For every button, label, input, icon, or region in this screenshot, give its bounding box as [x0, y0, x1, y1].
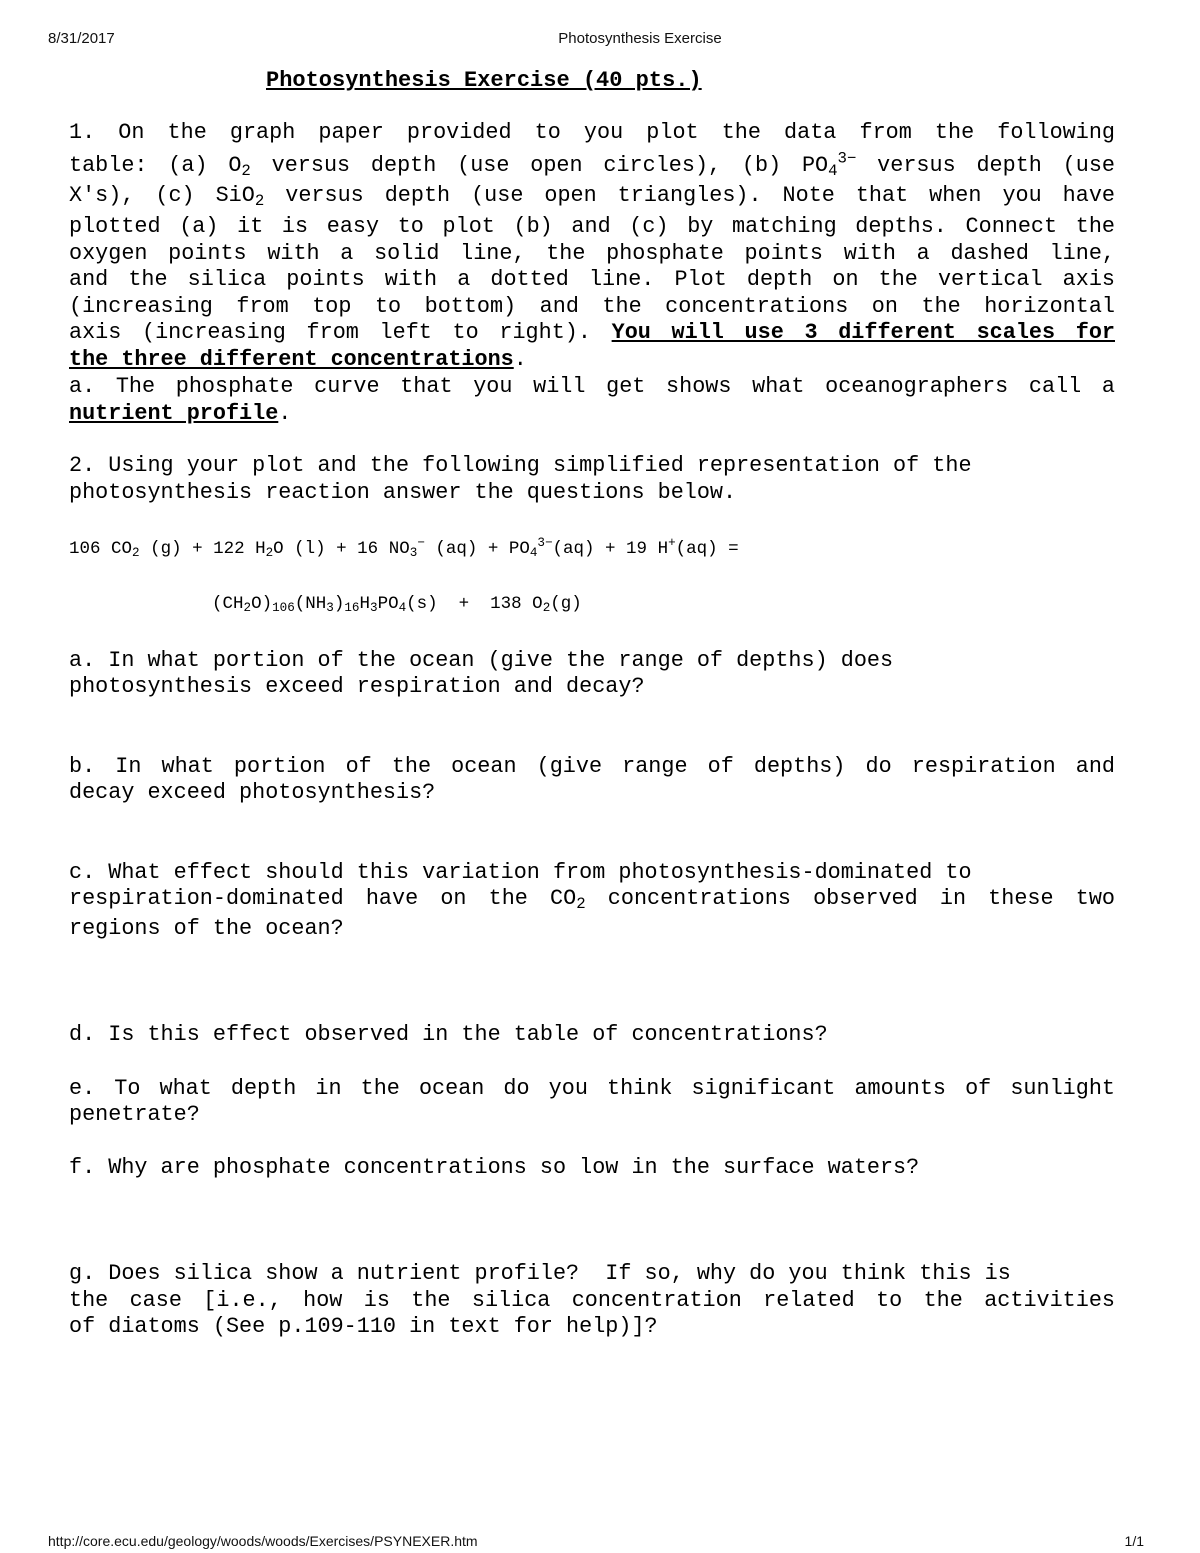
document-title: Photosynthesis Exercise (40 pts.) [266, 68, 702, 93]
q2-part-a-line-2: photosynthesis exceed respiration and decay? [69, 674, 645, 699]
q2-part-g-line-3: of diatoms (See p.109-110 in text for help)]? [69, 1314, 658, 1339]
reaction-equation-line-2: $(CH_2O)_{106}(NH_3)_{16}H_3PO_4(s) + 138$ $O_2(g)$ [212, 594, 582, 616]
q2-part-e-line-1: e. To what depth in the ocean do you think significant amounts of sunlight [69, 1076, 1115, 1101]
q2-part-d-line-1: d. Is this effect observed in the table of concentrations? [69, 1022, 828, 1047]
print-url: http://core.ecu.edu/geology/woods/woods/Exercises/PSYNEXER.htm [48, 1533, 478, 1549]
print-page-title: Photosynthesis Exercise [558, 30, 722, 47]
emphasis-scales: You will use 3 different scales for [611, 320, 1115, 345]
q1-line-1: 1. On the graph paper provided to you plot the data from the following [69, 120, 1115, 145]
reaction-equation-line-1: 106 $CO_2$ (g) + 122 $H_2O$ (l) + 16 $NO_3^-$ $(aq) + PO_4^{3-}(aq) + 19$ H+(aq) = [69, 536, 739, 561]
q2-line-1: 2. Using your plot and the following simplified representation of the [69, 453, 972, 478]
q2-part-f-line-1: f. Why are phosphate concentrations so low in the surface waters? [69, 1155, 920, 1180]
q2-part-b-line-2: decay exceed photosynthesis? [69, 780, 436, 805]
print-page-number: 1/1 [1124, 1533, 1144, 1549]
q1-part-a-line-2: nutrient profile. [69, 401, 292, 426]
q2-part-g-line-1: g. Does silica show a nutrient profile? If so, why do you think this is [69, 1261, 1011, 1286]
emphasis-nutrient-profile: nutrient profile [69, 401, 279, 426]
q1-part-a-line-1: a. The phosphate curve that you will get shows what oceanographers call a [69, 374, 1115, 399]
q2-part-c-line-2: respiration-dominated have on the $CO_2$ concentrations observed in these two [69, 886, 1115, 913]
q1-line-8: axis (increasing from left to right). You will use 3 different scales for [69, 320, 1115, 345]
q2-part-c-line-3: regions of the ocean? [69, 916, 344, 941]
q2-part-e-line-2: penetrate? [69, 1102, 200, 1127]
q1-line-5: oxygen points with a solid line, the phosphate points with a dashed line, [69, 241, 1115, 266]
q1-line-9: the three different concentrations. [69, 347, 527, 372]
q2-line-2: photosynthesis reaction answer the questions below. [69, 480, 737, 505]
q1-line-4: plotted (a) it is easy to plot (b) and (c) by matching depths. Connect the [69, 214, 1115, 239]
q2-part-g-line-2: the case [i.e., how is the silica concentration related to the activities [69, 1288, 1115, 1313]
q1-line-3: X's), (c) SiO$_2$ versus depth (use open triangles). Note that when you have [69, 183, 1115, 210]
q2-part-b-line-1: b. In what portion of the ocean (give range of depths) do respiration and [69, 754, 1115, 779]
q1-line-2: table: (a) $O_2$ versus depth (use open circles), (b) $PO_4^{3-}$ versus depth (use [69, 149, 1115, 180]
print-date: 8/31/2017 [48, 30, 115, 47]
q2-part-a-line-1: a. In what portion of the ocean (give the range of depths) does [69, 648, 894, 673]
q1-line-7: (increasing from top to bottom) and the concentrations on the horizontal [69, 294, 1115, 319]
q2-part-c-line-1: c. What effect should this variation from photosynthesis-dominated to [69, 860, 972, 885]
q1-line-6: and the silica points with a dotted line. Plot depth on the vertical axis [69, 267, 1115, 292]
